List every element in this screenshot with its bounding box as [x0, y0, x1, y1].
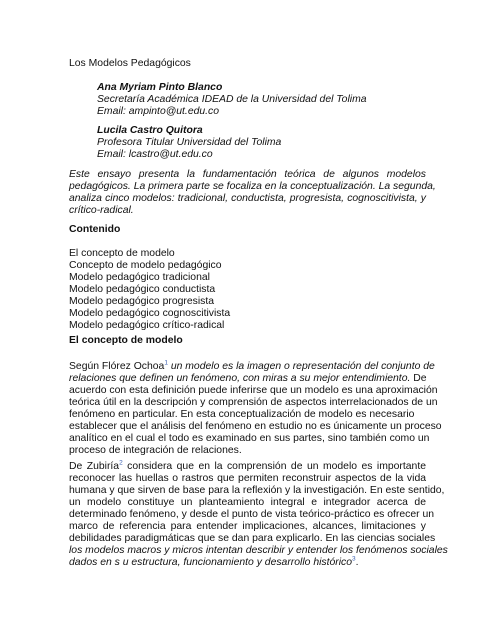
text-run: . [355, 557, 359, 568]
paragraph-2 [69, 461, 448, 569]
contents-item: Modelo pedagógico crítico-radical [69, 320, 225, 331]
contents-item: El concepto de modelo [69, 248, 175, 259]
paragraph-line: establecer que el análisis del fenómeno en estudio no es únicamente un proceso [69, 421, 442, 432]
author-email: Email: lcastro@ut.edu.co [97, 149, 213, 160]
text-run-italic: dados en s u estructura, funcionamiento y desarrollo histórico [69, 557, 353, 568]
author-block-2 [97, 125, 281, 161]
contents-list [69, 248, 230, 332]
text-run: De [410, 373, 427, 384]
paragraph-line [69, 373, 442, 385]
author-email: Email: ampinto@ut.edu.co [97, 106, 220, 117]
paragraph-line: analítico en el cual el todo es examinado en sus partes, sino también como un [69, 433, 430, 444]
contents-item: Modelo pedagógico conductista [69, 284, 216, 295]
section-heading: El concepto de modelo [69, 335, 183, 346]
abstract-line: crítico-radical. [69, 205, 134, 216]
author-affiliation: Secretaría Académica IDEAD de la Universidad del Tolima [97, 94, 367, 105]
contents-heading: Contenido [69, 224, 121, 235]
paragraph-line [69, 461, 426, 473]
author-block-1 [97, 82, 367, 118]
text-run-italic: relaciones que definen un fenómeno, con miras a su mejor entendimiento. [69, 373, 411, 384]
footnote-ref-1[interactable]: 1 [164, 359, 168, 367]
author-name: Lucila Castro Quitora [97, 125, 203, 136]
paragraph-line [69, 361, 442, 373]
paragraph-line: un modelo constituye un planteamiento integral e integrador acerca de [69, 497, 426, 508]
paragraph-line: acuerdo con esta definición puede inferirse que un modelo es una aproximación [69, 385, 438, 396]
contents-item: Modelo pedagógico progresista [69, 296, 214, 307]
paragraph-line: proceso de integración de relaciones. [69, 445, 242, 456]
paragraph-line: humana y que sirven de base para la reflexión y la investigación. En este sentido, [69, 485, 445, 496]
paragraph-1 [69, 361, 442, 457]
abstract [69, 169, 436, 217]
document-title: Los Modelos Pedagógicos [69, 58, 191, 69]
contents-item: Modelo pedagógico cognoscitivista [69, 308, 231, 319]
paragraph-line: reconocer las huellas o rastros que permiten reconstruir aspectos de la vida [69, 473, 426, 484]
abstract-line: Este ensayo presenta la fundamentación teórica de algunos modelos [69, 169, 426, 180]
contents-item: Concepto de modelo pedagógico [69, 260, 222, 271]
text-run: considera que en la comprensión de un modelo es importante [122, 461, 426, 472]
footnote-ref-3[interactable]: 3 [352, 555, 356, 563]
abstract-line: analiza cinco modelos: tradicional, conductista, progresista, cognoscitivista, y [69, 193, 426, 204]
contents-item: Modelo pedagógico tradicional [69, 272, 210, 283]
paragraph-line [69, 557, 448, 569]
author-name: Ana Myriam Pinto Blanco [97, 82, 223, 93]
paragraph-line: fenómeno en particular. En esta conceptualización de modelo es necesario [69, 409, 415, 420]
paragraph-line: los modelos macros y micros intentan describir y entender los fenómenos sociales [69, 545, 448, 556]
text-run-italic: un modelo es la imagen o representación del conjunto de [167, 361, 435, 372]
text-run: De Zubiría [69, 461, 120, 472]
author-affiliation: Profesora Titular Universidad del Tolima [97, 137, 282, 148]
paragraph-line: determinado fenómeno, y desde el punto de vista teórico-práctico es ofrecer un [69, 509, 435, 520]
footnote-ref-2[interactable]: 2 [119, 459, 123, 467]
paragraph-line: debilidades paradigmáticas que se dan para explicarlo. En las ciencias sociales [69, 533, 436, 544]
abstract-line: pedagógicos. La primera parte se focaliza en la conceptualización. La segunda, [69, 181, 436, 192]
paragraph-line: marco de referencia para entender implicaciones, alcances, limitaciones y [69, 521, 426, 532]
text-run: Según Flórez Ochoa [69, 361, 165, 372]
paragraph-line: teórica útil en la descripción y comprensión de aspectos interrelacionados de un [69, 397, 438, 408]
